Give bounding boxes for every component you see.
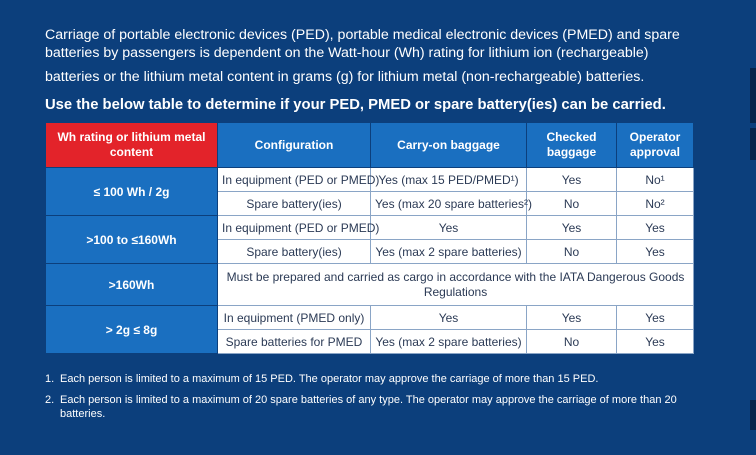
intro-line-3: batteries or the lithium metal content in grams (g) for lithium metal (non-rechargeable) batteries. [45,69,645,85]
carry-on-cell: Yes [371,216,527,240]
table-heading: Use the below table to determine if your PED, PMED or spare battery(ies) can be carried. [45,97,666,113]
edge-decoration [750,68,756,123]
footnote-number: 2. [45,394,55,406]
checked-cell: Yes [527,168,617,192]
table-header-row [46,123,694,168]
header-checked: Checked baggage [527,123,617,168]
config-cell: Spare battery(ies) [218,192,371,216]
checked-cell: No [527,192,617,216]
checked-cell: Yes [527,216,617,240]
category-cell: > 2g ≤ 8g [46,306,218,354]
footnote-number: 1. [45,373,55,385]
edge-decoration [750,128,756,160]
carry-on-cell: Yes (max 20 spare batteries²) [371,192,527,216]
category-cell: ≤ 100 Wh / 2g [46,168,218,216]
config-cell: Spare battery(ies) [218,240,371,264]
approval-cell: No¹ [617,168,694,192]
approval-cell: Yes [617,306,694,330]
footnote [45,393,695,421]
category-cell: >100 to ≤160Wh [46,216,218,264]
intro-line-1: Carriage of portable electronic devices (PED), portable medical electronic devices (PMED) and spare [45,27,680,43]
config-cell: In equipment (PED or PMED) [218,216,371,240]
table-row [46,168,694,192]
carry-on-cell: Yes (max 15 PED/PMED¹) [371,168,527,192]
category-cell: >160Wh [46,264,218,306]
config-cell: In equipment (PMED only) [218,306,371,330]
checked-cell: Yes [527,306,617,330]
intro-text [45,26,705,86]
approval-cell: Yes [617,330,694,354]
footnote-text: Each person is limited to a maximum of 15 PED. The operator may approve the carriage of more than 15 PED. [60,373,599,385]
cargo-note-cell: Must be prepared and carried as cargo in accordance with the IATA Dangerous Goods Regulations [218,264,694,306]
header-approval: Operator approval [617,123,694,168]
carry-on-cell: Yes (max 2 spare batteries) [371,330,527,354]
carry-on-cell: Yes [371,306,527,330]
approval-cell: No² [617,192,694,216]
footnotes [45,372,695,428]
header-carry-on: Carry-on baggage [371,123,527,168]
carry-on-cell: Yes (max 2 spare batteries) [371,240,527,264]
checked-cell: No [527,240,617,264]
footnote-text: Each person is limited to a maximum of 20 spare batteries of any type. The operator may approve the carriage of more than 20 batteries. [60,394,677,420]
intro-line-2: batteries by passengers is dependent on the Watt-hour (Wh) rating for lithium ion (rechargeable) [45,45,649,61]
config-cell: In equipment (PED or PMED) [218,168,371,192]
header-configuration: Configuration [218,123,371,168]
table-row [46,264,694,306]
checked-cell: No [527,330,617,354]
table-row [46,216,694,240]
approval-cell: Yes [617,240,694,264]
edge-decoration [750,400,756,430]
battery-rules-table [45,122,694,354]
header-rating: Wh rating or lithium metal content [46,123,218,168]
approval-cell: Yes [617,216,694,240]
config-cell: Spare batteries for PMED [218,330,371,354]
table-row [46,306,694,330]
footnote [45,372,695,386]
